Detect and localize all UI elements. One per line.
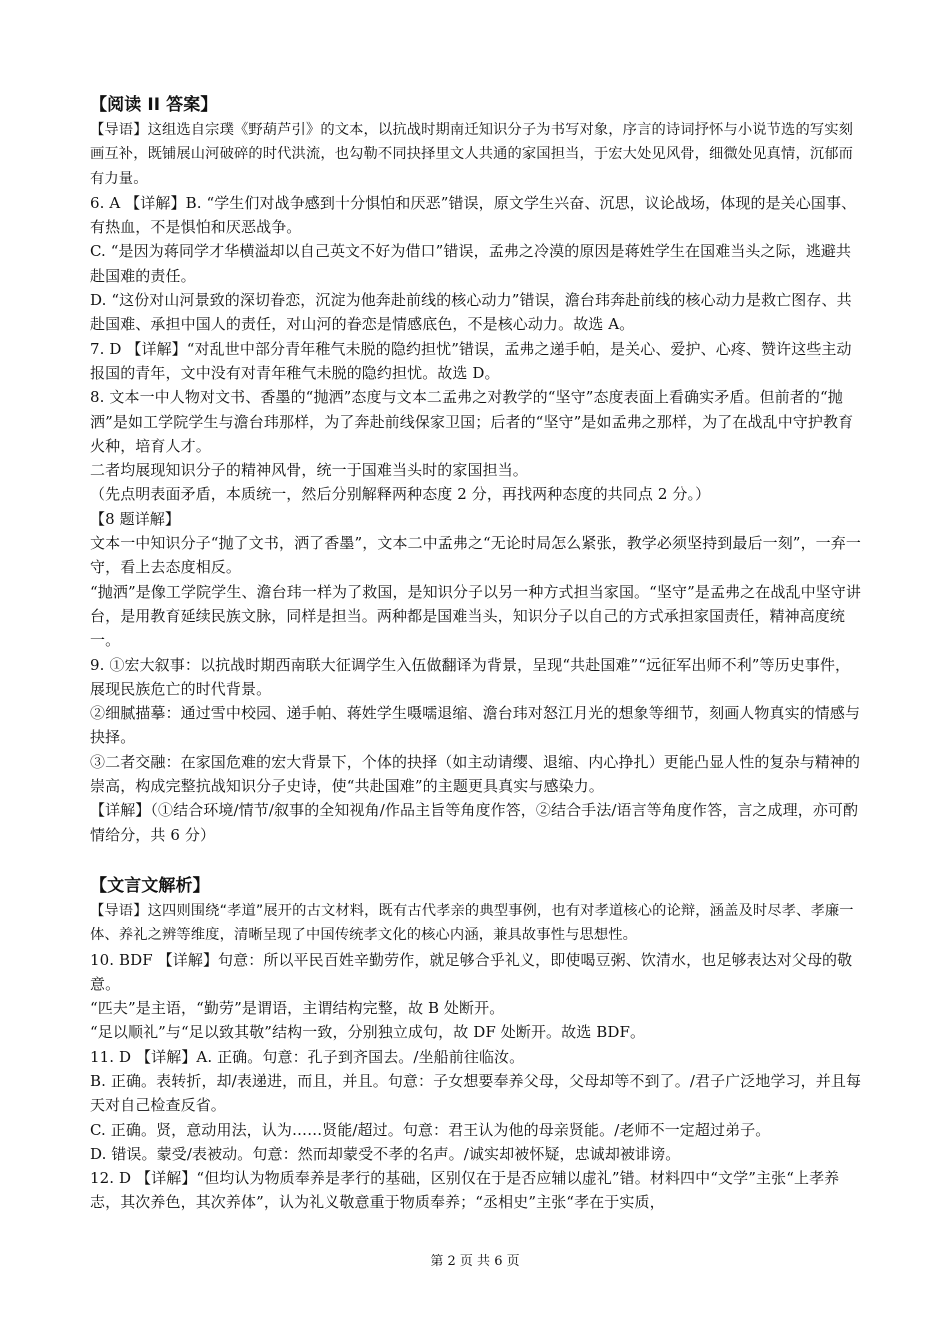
answer-paragraph: 9. ①宏大叙事：以抗战时期西南联大征调学生入伍做翻译为背景，呈现“共赴国难”“远征军出师不利”等历史事件，展现民族危亡的时代背景。 bbox=[90, 655, 851, 698]
section-heading-reading2: 【阅读 II 答案】 bbox=[90, 95, 218, 115]
document-page bbox=[90, 92, 862, 1215]
answer-paragraph: 文本一中知识分子“抛了文书，洒了香墨”，文本二中孟弗之“无论时局怎么紧张，教学必须坚持到最后一刻”，一弃一守，看上去态度相反。 bbox=[90, 534, 861, 577]
answer-paragraphs-reading2 bbox=[90, 191, 862, 847]
answer-paragraph: B. 正确。表转折，却/表递进，而且，并且。句意：子女想要奉养父母，父母却等不到了。/君子广泛地学习，并且每天对自己检查反省。 bbox=[90, 1071, 862, 1115]
answer-paragraph: 二者均展现知识分子的精神风骨，统一于国难当头时的家国担当。 bbox=[90, 461, 528, 480]
section-heading-classical: 【文言文解析】 bbox=[90, 875, 210, 896]
answer-paragraphs-classical bbox=[90, 948, 862, 1215]
section-spacer bbox=[90, 847, 862, 873]
answer-paragraph: 10. BDF 【详解】句意：所以平民百姓辛勤劳作，就足够合乎礼义，即使喝豆粥、饮清水，也足够表达对父母的敬意。 bbox=[90, 950, 853, 993]
answer-paragraph: D. “这份对山河景致的深切眷恋，沉淀为他奔赴前线的核心动力”错误，澹台玮奔赴前线的核心动力是救亡图存、共赴国难、承担中国人的责任，对山河的眷恋是情感底色，不是核心动力。故选 A。 bbox=[90, 291, 852, 334]
answer-paragraph: “匹夫”是主语，“勤劳”是谓语，主谓结构完整，故 B 处断开。 bbox=[90, 999, 505, 1018]
answer-paragraph: 8. 文本一中人物对文书、香墨的“抛洒”态度与文本二孟弗之对教学的“坚守”态度表面上看确实矛盾。但前者的“抛洒”是如工学院学生与澹台玮那样，为了奔赴前线保家卫国；后者的“坚守”是如孟弗之那样，为了在战乱中守护教育火种，培育人才。 bbox=[90, 388, 854, 455]
answer-paragraph: 【8 题详解】 bbox=[90, 509, 181, 528]
answer-paragraph: 7. D 【详解】“对乱世中部分青年稚气未脱的隐约担忧”错误，孟弗之递手帕，是关心、爱护、心疼、赞许这些主动报国的青年，文中没有对青年稚气未脱的隐约担忧。故选 D。 bbox=[90, 339, 852, 382]
answer-paragraph: 12. D 【详解】“但均认为物质奉养是孝行的基础，区别仅在于是否应辅以虚礼”错。材料四中“文学”主张“上孝养志，其次养色，其次养体”，认为礼义敬意重于物质奉养；“丞相史”主张“孝在于实质， bbox=[90, 1169, 840, 1212]
answer-paragraph: 11. D 【详解】A. 正确。句意：孔子到齐国去。/坐船前往临汝。 bbox=[90, 1047, 525, 1066]
guide-paragraph-reading2: 【导语】这组选自宗璞《野葫芦引》的文本，以抗战时期南迁知识分子为书写对象，序言的诗词抒怀与小说节选的写实刻画互补，既铺展山河破碎的时代洪流，也勾勒不同抉择里文人共通的家国担当，于宏大处见风骨，细微处见真情，沉郁而有力量。 bbox=[90, 122, 854, 187]
answer-paragraph: D. 错误。蒙受/表被动。句意：然而却蒙受不孝的名声。/诚实却被怀疑，忠诚却被诽谤。 bbox=[90, 1144, 681, 1163]
answer-paragraph: ②细腻描摹：通过雪中校园、递手帕、蒋姓学生嗫嚅退缩、澹台玮对怒江月光的想象等细节，刻画人物真实的情感与抉择。 bbox=[90, 704, 861, 747]
guide-paragraph-classical: 【导语】这四则围绕“孝道”展开的古文材料，既有古代孝亲的典型事例，也有对孝道核心的论辩，涵盖及时尽孝、孝廉一体、养礼之辨等维度，清晰呈现了中国传统孝文化的核心内涵，兼具故事性与思想性。 bbox=[90, 902, 854, 944]
answer-paragraph: C. 正确。贤，意动用法，认为……贤能/超过。句意：君王认为他的母亲贤能。/老师不一定超过弟子。 bbox=[90, 1120, 771, 1139]
answer-paragraph: “足以顺礼”与“足以致其敬”结构一致，分别独立成句，故 DF 处断开。故选 BDF。 bbox=[90, 1023, 646, 1042]
answer-paragraph: ③二者交融：在家国危难的宏大背景下，个体的抉择（如主动请缨、退缩、内心挣扎）更能凸显人性的复杂与精神的崇高，构成完整抗战知识分子史诗，使“共赴国难”的主题更具真实与感染力。 bbox=[90, 752, 861, 796]
answer-paragraph: “抛洒”是像工学院学生、澹台玮一样为了救国，是知识分子以另一种方式担当家国。“坚守”是孟弗之在战乱中坚守讲台，是用教育延续民族文脉，同样是担当。两种都是国难当头，知识分子以自己的方式承担家国责任，精神高度统一。 bbox=[90, 582, 861, 650]
answer-paragraph: 6. A 【详解】B. “学生们对战争感到十分惧怕和厌恶”错误，原文学生兴奋、沉思，议论战场，体现的是关心国事、有热血，不是惧怕和厌恶战争。 bbox=[90, 193, 857, 237]
answer-paragraph: C. “是因为蒋同学才华横溢却以自己英文不好为借口”错误，孟弗之冷漠的原因是蒋姓学生在国难当头之际，逃避共赴国难的责任。 bbox=[90, 242, 852, 285]
answer-paragraph: （先点明表面矛盾，本质统一，然后分别解释两种态度 2 分，再找两种态度的共同点 2 分。） bbox=[90, 485, 711, 504]
page-number-footer: 第 2 页 共 6 页 bbox=[430, 1254, 520, 1269]
answer-paragraph: 【详解】（①结合环境/情节/叙事的全知视角/作品主旨等角度作答，②结合手法/语言等角度作答，言之成理，亦可酌情给分，共 6 分） bbox=[90, 801, 859, 844]
